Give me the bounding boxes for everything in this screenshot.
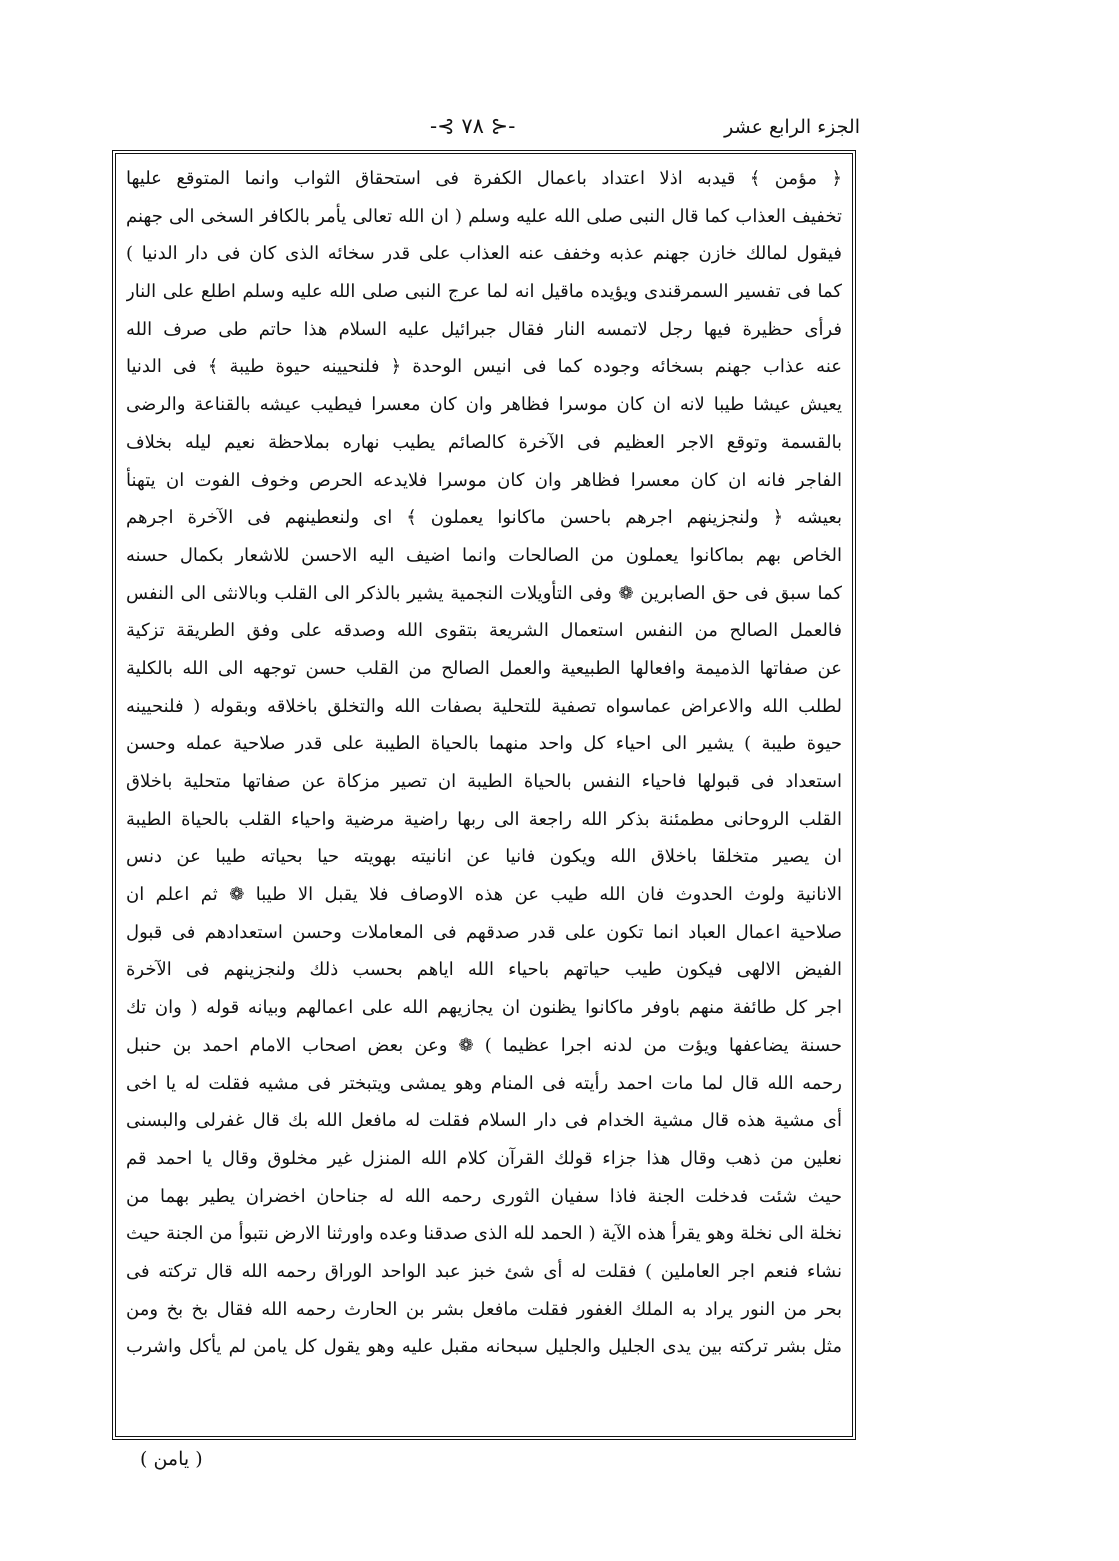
text-line: اجر كل طائفة منهم باوفر ماكانوا يظنون ان يجازيهم الله على اعمالهم وبيانه قوله ( وان تك [126,997,842,1019]
text-line: عن صفاتها الذميمة وافعالها الطبيعية والعمل الصالح من القلب حسن توجهه الى الله بالكلية [126,657,842,679]
text-line: استعداد فى قبولها فاحياء النفس بالحياة الطيبة ان تصير مزكاة عن صفاتها متحلية باخلاق [126,771,842,792]
text-line: عنه عذاب جهنم بسخائه وجوده كما فى انيس الوحدة ﴿ فلنحيينه حيوة طيبة ﴾ فى الدنيا [126,356,842,378]
text-line: حيث شئت فدخلت الجنة فاذا سفيان الثورى رحمه الله له جناحان اخضران يطير بهما من [126,1185,842,1207]
text-line: فيقول لمالك خازن جهنم عذبه وخفف عنه العذاب على قدر سخائه الذى كان فى دار الدنيا ) [126,243,842,265]
text-line: يعيش عيشا طيبا لانه ان كان موسرا فظاهر وان كان معسرا فيطيب عيشه بالقناعة والرضى [126,394,842,416]
text-line: حيوة طيبة ) يشير الى احياء كل واحد منهما بالحياة الطيبة على قدر صلاحية عمله وحسن [126,733,842,755]
text-line: بالقسمة وتوقع الاجر العظيم فى الآخرة كالصائم يطيب نهاره بملاحظة نعيم ليله بخلاف [126,431,842,453]
text-line: فالعمل الصالح من النفس استعمال الشريعة بتقوى الله وصدقه على وفق الطريقة تزكية [126,620,842,642]
text-line: الفاجر فانه ان كان معسرا فظاهر وان كان موسرا فلايدعه الحرص وخوف الفوت ان يتهنأ [126,469,842,491]
text-line: الانانية ولوث الحدوث فان الله طيب عن هذه الاوصاف فلا يقبل الا طيبا ❁ ثم اعلم ان [126,884,842,906]
text-line: الفيض الالهى فيكون طيب حياتهم باحياء الله اياهم بحسب ذلك ولنجزينهم فى الآخرة [126,959,842,981]
text-line: فرأى حظيرة فيها رجل لاتمسه النار فقال جبرائيل عليه السلام هذا حاتم طى صرف الله [126,318,842,340]
text-line: الخاص بهم بماكانوا يعملون من الصالحات وانما اضيف اليه الاحسن للاشعار بكمال حسنه [126,544,842,566]
catchword: ( يامن ) [140,1448,203,1470]
text-line: رحمه الله قال لما مات احمد رأيته فى المنام وهو يمشى ويتبختر فى مشيه فقلت له يا اخى [126,1072,842,1094]
text-line: نخلة الى نخلة وهو يقرأ هذه الآية ( الحمد لله الذى صدقنا وعده واورثنا الارض نتبوأ من الجنة حيث [126,1223,842,1245]
text-line: لطلب الله والاعراض عماسواه تصفية للتحلية بصفات الله والتخلق باخلاقه وبقوله ( فلنحيينه [126,695,842,717]
text-line: بحر من النور يراد به الملك الغفور فقلت مافعل بشر بن الحارث رحمه الله فقال بخ بخ ومن [126,1298,842,1320]
page-number: -⊰ ٧٨ ⊱- [430,114,516,138]
text-line: ان يصير متخلقا باخلاق الله ويكون فانيا عن انانيته بهويته حيا بحياته طيبا عن دنس [126,846,842,868]
text-line: بعيشه ﴿ ولنجزينهم اجرهم باحسن ماكانوا يعملون ﴾ اى ولنعطينهم فى الآخرة اجرهم [126,507,842,529]
part-title: الجزء الرابع عشر [724,116,860,138]
text-line: أى مشية هذه قال مشية الخدام فى دار السلام فقلت له مافعل الله بك قال غفرلى والبسنى [126,1110,842,1132]
text-line: نشاء فنعم اجر العاملين ) فقلت له أى شئ خبز عبد الواحد الوراق رحمه الله قال تركته فى [126,1260,842,1282]
text-line: كما سبق فى حق الصابرين ❁ وفى التأويلات النجمية يشير بالذكر الى القلب وبالانثى الى النفس [126,582,842,604]
text-frame [112,150,856,1440]
text-line: كما فى تفسير السمرقندى ويؤيده ماقيل انه لما عرج النبى صلى الله عليه وسلم اطلع على النار [126,281,842,303]
text-line: مثل بشر تركته بين يدى الجليل والجليل سبحانه مقبل عليه وهو يقول كل يامن لم يأكل واشرب [126,1336,842,1358]
text-line: ﴿ مؤمن ﴾ قيدبه اذلا اعتداد باعمال الكفرة فى استحقاق الثواب وانما المتوقع عليها [126,168,842,189]
text-line: حسنة يضاعفها ويؤت من لدنه اجرا عظيما ) ❁ وعن بعض اصحاب الامام احمد بن حنبل [126,1034,842,1056]
text-line: نعلين من ذهب وقال هذا جزاء قولك القرآن كلام الله المنزل غير مخلوق وقال يا احمد قم [126,1147,842,1169]
page-body [126,160,842,1430]
page-header [130,112,860,150]
text-line: تخفيف العذاب كما قال النبى صلى الله عليه وسلم ( ان الله تعالى يأمر بالكافر السخى الى جهنم [126,205,842,227]
text-line: القلب الروحانى مطمئنة بذكر الله راجعة الى ربها راضية مرضية واحياء القلب بالحياة الطيبة [126,808,842,830]
text-line: صلاحية اعمال العباد انما تكون على قدر صدقهم فى المعاملات وحسن استعدادهم فى قبول [126,921,842,943]
